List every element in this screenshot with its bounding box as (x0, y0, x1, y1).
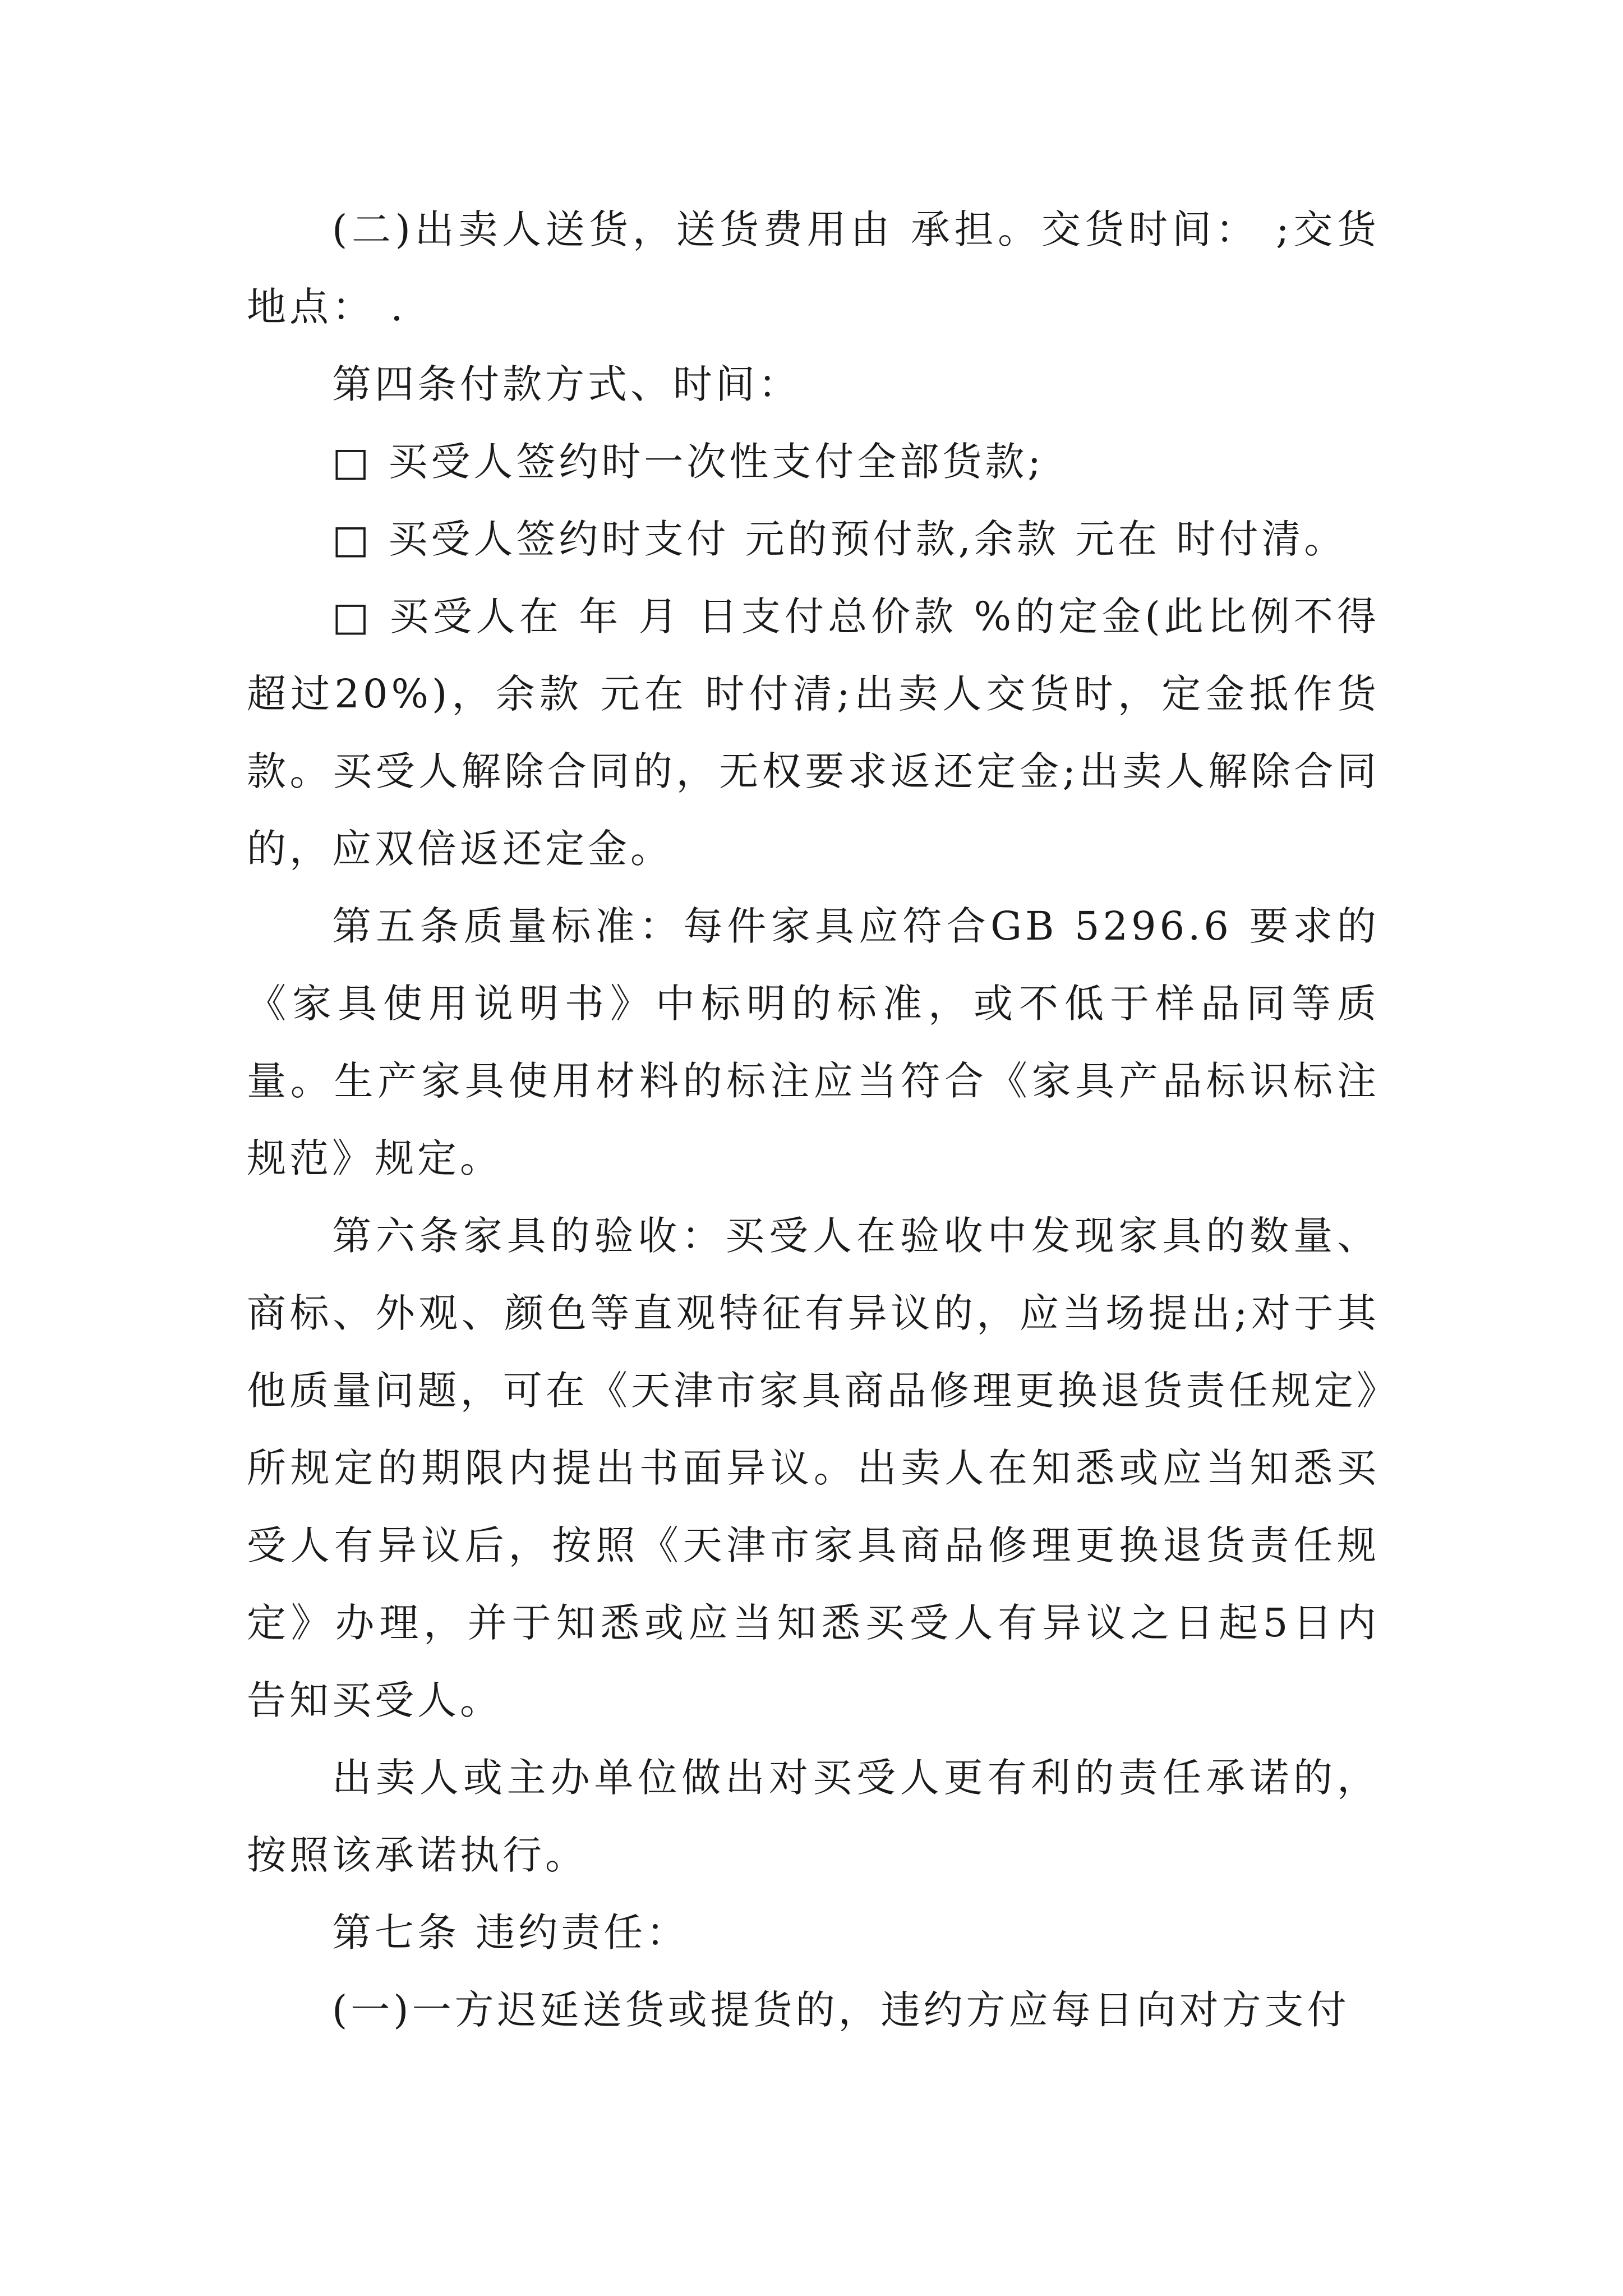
paragraph-favorable-commitment: 出卖人或主办单位做出对买受人更有利的责任承诺的，按照该承诺执行。 (247, 1755, 1380, 1878)
heading-article-4-payment: 第四条付款方式、时间： (332, 361, 801, 407)
document-body (247, 191, 1380, 2049)
paragraph-delivery-seller: (二)出卖人送货，送货费用由 承担。交货时间： ;交货地点： . (247, 206, 1380, 330)
payment-option-prepayment: □ 买受人签约时支付 元的预付款,余款 元在 时付清。 (332, 516, 1347, 562)
heading-article-7-liability: 第七条 违约责任： (332, 1910, 689, 1955)
paragraph-article-6-inspection: 第六条家具的验收：买受人在验收中发现家具的数量、商标、外观、颜色等直观特征有异议的，应当场提出;对于其他质量问题，可在《天津市家具商品修理更换退货责任规定》所规定的期限内提出书面异议。出卖人在知悉或应当知悉买受人有异议后，按照《天津市家具商品修理更换退货责任规定》办理，并于知悉或应当知悉买受人有异议之日起5日内告知买受人。 (247, 1213, 1380, 1723)
payment-option-full: □ 买受人签约时一次性支付全部货款; (332, 439, 1044, 485)
paragraph-article-5-quality: 第五条质量标准：每件家具应符合GB 5296.6 要求的《家具使用说明书》中标明的标准，或不低于样品同等质量。生产家具使用材料的标注应当符合《家具产品标识标注规范》规定。 (247, 903, 1380, 1181)
payment-option-deposit: □ 买受人在 年 月 日支付总价款 %的定金(此比例不得超过20%)，余款 元在 时付清;出卖人交货时，定金抵作货款。买受人解除合同的，无权要求返还定金;出卖人解除合同的，应双倍返还定金。 (247, 593, 1380, 872)
paragraph-liability-delay: (一)一方迟延送货或提货的，违约方应每日向对方支付 (332, 1987, 1350, 2033)
